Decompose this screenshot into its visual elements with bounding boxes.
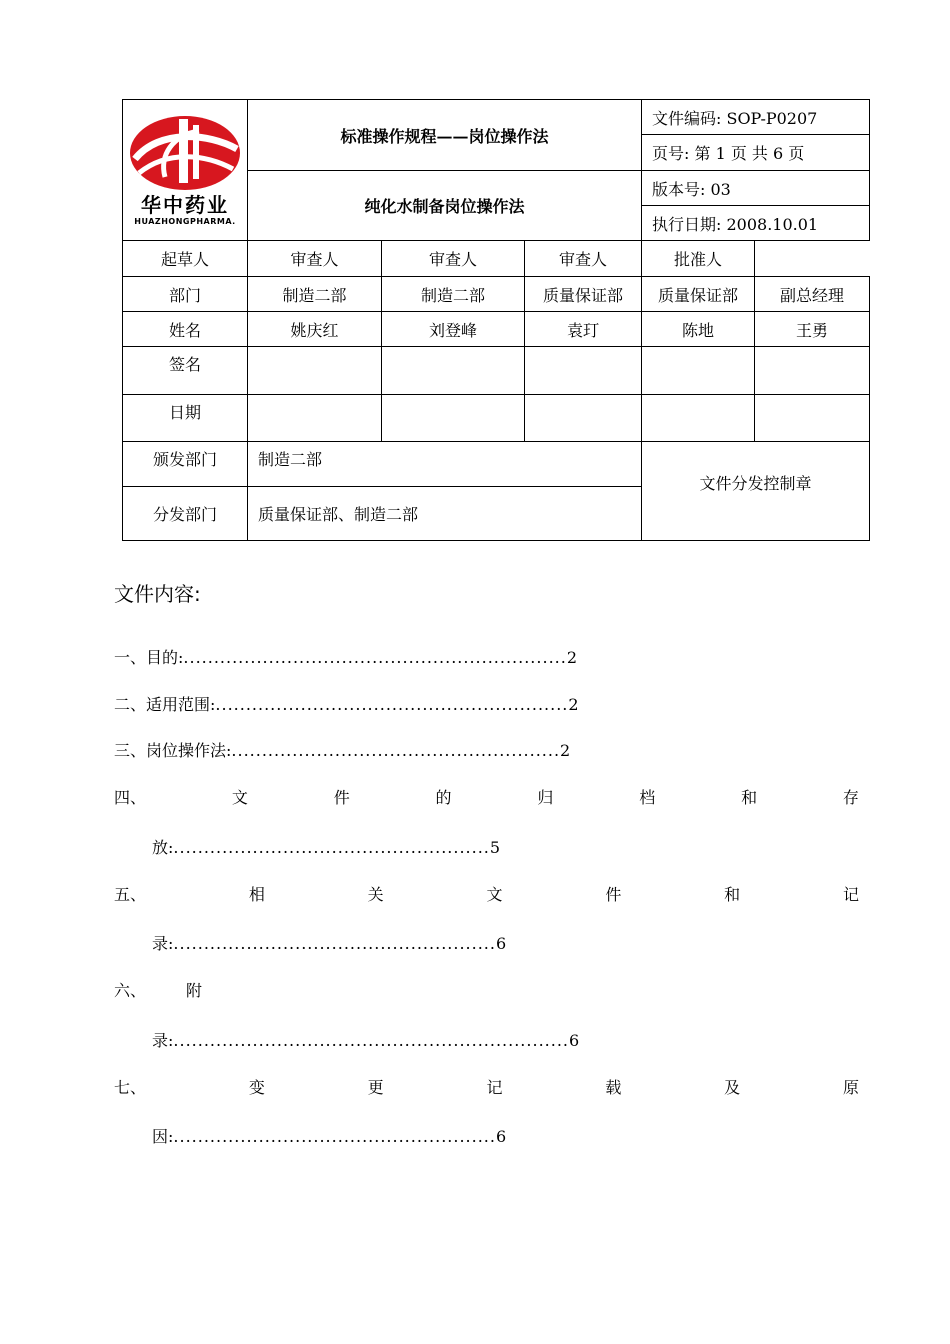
toc-label: 因: [152, 1127, 174, 1146]
dept-approver: 副总经理 [755, 277, 870, 312]
name-approver: 王勇 [755, 312, 870, 347]
toc-char: 五、 [114, 885, 147, 904]
role-reviewer-2: 审查人 [382, 241, 525, 277]
toc-char: 的 [435, 788, 452, 807]
toc-page: 5 [489, 838, 501, 857]
sign-cell [755, 347, 870, 395]
distribution-stamp-area: 文件分发控制章 [642, 442, 870, 541]
toc-char: 记 [486, 1078, 503, 1097]
dept-reviewer-3: 质量保证部 [642, 277, 755, 312]
sign-cell [642, 347, 755, 395]
toc-page: 2 [568, 695, 579, 714]
toc-dots: ............................................................... [183, 648, 567, 667]
distribute-value: 质量保证部、制造二部 [248, 487, 642, 541]
toc-page: 6 [495, 934, 507, 953]
toc-char: 及 [724, 1078, 741, 1097]
role-approver: 批准人 [642, 241, 755, 277]
toc-page: 6 [495, 1127, 507, 1146]
role-drafter: 起草人 [123, 241, 248, 277]
dept-reviewer-1: 制造二部 [382, 277, 525, 312]
toc-item-appendix[interactable] [114, 978, 202, 1001]
toc-label: 三、岗位操作法: [114, 741, 232, 760]
doc-type-title: 标准操作规程——岗位操作法 [248, 100, 642, 171]
contents-heading: 文件内容: [114, 582, 201, 606]
toc-item-related-docs[interactable] [114, 882, 859, 905]
toc-char: 和 [741, 788, 758, 807]
toc-dots: ..................................................... [173, 934, 496, 953]
toc-char: 存 [842, 788, 859, 807]
document-header-table [122, 99, 870, 541]
toc-item-procedure[interactable] [114, 738, 570, 761]
file-code: 文件编码: SOP-P0207 [642, 100, 870, 135]
distribute-label: 分发部门 [123, 487, 248, 541]
issue-value: 制造二部 [248, 442, 642, 487]
toc-label: 一、目的: [114, 648, 184, 667]
toc-dots: ................................................................. [173, 1031, 569, 1050]
dept-reviewer-2: 质量保证部 [525, 277, 642, 312]
logo-company-cn: 华中药业 [141, 192, 229, 217]
sign-cell [382, 347, 525, 395]
toc-char: 六、 [114, 981, 147, 1000]
date-cell [525, 395, 642, 442]
toc-char: 档 [639, 788, 656, 807]
toc-char: 记 [842, 885, 859, 904]
toc-item-archive[interactable] [114, 785, 859, 808]
toc-label: 录: [152, 1031, 174, 1050]
toc-page: 2 [566, 648, 578, 667]
toc-char: 件 [605, 885, 622, 904]
toc-char: 更 [367, 1078, 384, 1097]
name-label: 姓名 [123, 312, 248, 347]
logo-mark-icon [129, 115, 241, 191]
toc-char: 文 [231, 788, 248, 807]
logo-cell [123, 100, 248, 241]
toc-char: 变 [248, 1078, 265, 1097]
toc-page: 2 [560, 741, 571, 760]
role-reviewer-3: 审查人 [525, 241, 642, 277]
doc-subject-title: 纯化水制备岗位操作法 [248, 171, 642, 241]
toc-item-purpose[interactable] [114, 645, 577, 668]
toc-char: 文 [486, 885, 503, 904]
name-drafter: 姚庆红 [248, 312, 382, 347]
toc-char: 件 [333, 788, 350, 807]
toc-item-change-log[interactable] [114, 1075, 859, 1098]
dept-drafter: 制造二部 [248, 277, 382, 312]
toc-dots: ...................................................... [231, 741, 561, 760]
toc-char: 附 [186, 981, 203, 1000]
company-logo [123, 115, 247, 226]
toc-label: 放: [152, 838, 174, 857]
date-cell [382, 395, 525, 442]
role-reviewer-1: 审查人 [248, 241, 382, 277]
sign-label: 签名 [123, 347, 248, 395]
toc-item-change-log-cont[interactable] [152, 1124, 506, 1147]
toc-char: 载 [605, 1078, 622, 1097]
name-reviewer-3: 陈地 [642, 312, 755, 347]
toc-item-scope[interactable] [114, 692, 579, 715]
sign-cell [525, 347, 642, 395]
toc-page: 6 [569, 1031, 580, 1050]
toc-item-archive-cont[interactable] [152, 835, 500, 858]
page-info: 页号: 第 1 页 共 6 页 [642, 135, 870, 171]
toc-label: 录: [152, 934, 174, 953]
toc-char: 归 [537, 788, 554, 807]
logo-company-en: HUAZHONGPHARMA. [134, 216, 236, 226]
date-cell [642, 395, 755, 442]
toc-char: 七、 [114, 1078, 147, 1097]
date-label: 日期 [123, 395, 248, 442]
date-cell [755, 395, 870, 442]
toc-char: 原 [842, 1078, 859, 1097]
version: 版本号: 03 [642, 171, 870, 206]
toc-char: 四、 [114, 788, 147, 807]
toc-dots: ..................................................... [173, 1127, 496, 1146]
toc-item-appendix-cont[interactable] [152, 1028, 579, 1051]
toc-dots: .................................................... [173, 838, 490, 857]
sign-cell [248, 347, 382, 395]
date-cell [248, 395, 382, 442]
exec-date: 执行日期: 2008.10.01 [642, 206, 870, 241]
toc-char: 和 [724, 885, 741, 904]
toc-char: 相 [248, 885, 265, 904]
name-reviewer-1: 刘登峰 [382, 312, 525, 347]
issue-label: 颁发部门 [123, 442, 248, 487]
toc-dots: .......................................................... [215, 695, 569, 714]
toc-item-related-docs-cont[interactable] [152, 931, 506, 954]
toc-char: 关 [367, 885, 384, 904]
dept-label: 部门 [123, 277, 248, 312]
toc-label: 二、适用范围: [114, 695, 216, 714]
name-reviewer-2: 袁玎 [525, 312, 642, 347]
